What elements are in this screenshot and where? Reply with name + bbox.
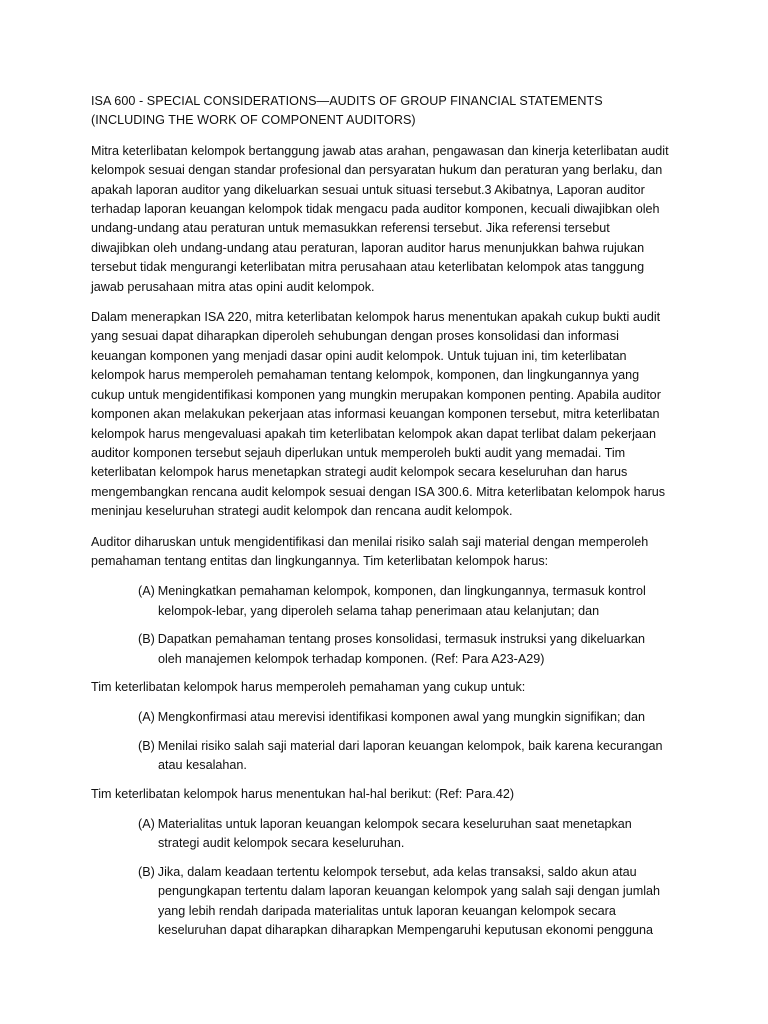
list-item-text: Dapatkan pemahaman tentang proses konsolidasi, termasuk instruksi yang dikeluarkan oleh manajemen kelompok terhadap komponen. (Ref: Para A23-A29) <box>157 632 646 666</box>
list-marker: (A) <box>138 817 155 831</box>
paragraph-risk-identification: Auditor diharuskan untuk mengidentifikasi dan menilai risiko salah saji material dengan memperoleh pemahaman tentang entitas dan lingkungannya. Tim keterlibatan kelompok harus: <box>91 534 649 568</box>
list-confirm-assess <box>91 708 672 775</box>
list-item-text: Meningkatkan pemahaman kelompok, komponen, dan lingkungannya, termasuk kontrol kelompok-lebar, yang diperoleh selama tahap penerimaan atau kelanjutan; dan <box>157 584 646 618</box>
list-marker: (B) <box>138 864 155 879</box>
paragraph-sufficient-understanding: Tim keterlibatan kelompok harus memperoleh pemahaman yang cukup untuk: <box>91 679 526 694</box>
list-marker: (B) <box>138 738 155 753</box>
list-item-text: Menilai risiko salah saji material dari laporan keuangan kelompok, baik karena kecurangan atau kesalahan. <box>157 738 663 773</box>
list-item <box>91 863 672 941</box>
list-item <box>91 630 672 669</box>
paragraph-determine-matters: Tim keterlibatan kelompok harus menentukan hal-hal berikut: (Ref: Para.42) <box>91 786 515 801</box>
list-marker: (B) <box>138 632 155 647</box>
list-marker: (A) <box>138 584 155 599</box>
list-item <box>91 582 672 621</box>
list-item <box>91 815 672 854</box>
list-item-text: Materialitas untuk laporan keuangan kelompok secara keseluruhan saat menetapkan strategi audit kelompok secara keseluruhan. <box>157 817 632 851</box>
document-title: ISA 600 - SPECIAL CONSIDERATIONS—AUDITS OF GROUP FINANCIAL STATEMENTS (INCLUDING THE WORK OF COMPONENT AUDITORS) <box>91 94 603 128</box>
list-item-text: Mengkonfirmasi atau merevisi identifikasi komponen awal yang mungkin signifikan; dan <box>157 710 646 725</box>
list-marker: (A) <box>138 710 155 725</box>
list-item <box>91 737 672 776</box>
list-item-text: Jika, dalam keadaan tertentu kelompok tersebut, ada kelas transaksi, saldo akun atau pengungkapan tertentu dalam laporan keuangan kelompok yang salah saji dengan jumlah yang lebih rendah daripada materialitas untuk laporan keuangan kelompok secara keseluruhan dapat diharapkan diharapkan Mempengaruhi keputusan ekonomi pengguna <box>157 864 661 938</box>
list-understanding <box>91 582 672 669</box>
paragraph-isa-220: Dalam menerapkan ISA 220, mitra keterlibatan kelompok harus menentukan apakah cukup bukti audit yang sesuai dapat diharapkan diperoleh sehubungan dengan proses konsolidasi dan informasi keuangan komponen yang menjadi dasar opini audit kelompok. Untuk tujuan ini, tim keterlibatan kelompok harus memperoleh pemahaman tentang kelompok, komponen, dan lingkungannya yang cukup untuk mengidentifikasi komponen yang mungkin merupakan komponen penting. Apabila auditor komponen akan melakukan pekerjaan atas informasi keuangan komponen tersebut, mitra keterlibatan kelompok harus mengevaluasi apakah tim keterlibatan kelompok akan dapat terlibat dalam pekerjaan auditor komponen tersebut sejauh diperlukan untuk memperoleh bukti audit yang memadai. Tim keterlibatan kelompok harus menetapkan strategi audit kelompok secara keseluruhan dan harus mengembangkan rencana audit kelompok sesuai dengan ISA 300.6. Mitra keterlibatan kelompok harus meninjau keseluruhan strategi audit kelompok dan rencana audit kelompok. <box>91 310 666 519</box>
list-materiality <box>91 815 672 940</box>
paragraph-responsibility: Mitra keterlibatan kelompok bertanggung jawab atas arahan, pengawasan dan kinerja keterlibatan audit kelompok sesuai dengan standar profesional dan persyaratan hukum dan peraturan yang berlaku, dan apakah laporan auditor yang dikeluarkan sesuai untuk situasi tersebut.3 Akibatnya, Laporan auditor terhadap laporan keuangan kelompok tidak mengacu pada auditor komponen, kecuali diwajibkan oleh undang-undang atau peraturan untuk memasukkan referensi tersebut. Jika referensi tersebut diwajibkan oleh undang-undang atau peraturan, laporan auditor harus menunjukkan bahwa rujukan tersebut tidak mengurangi keterlibatan mitra perusahaan atau keterlibatan kelompok atas tanggung jawab perusahaan mitra atas opini audit kelompok. <box>91 143 669 294</box>
list-item <box>91 708 672 727</box>
